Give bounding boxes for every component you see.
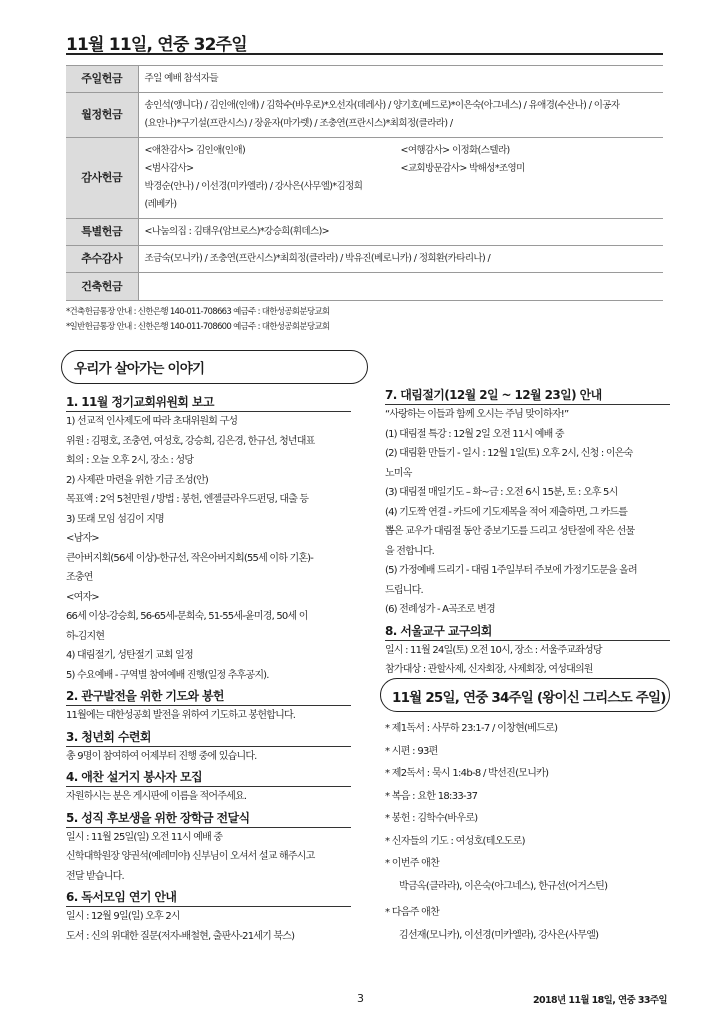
row-label: 추수감사 xyxy=(66,246,138,273)
row-label: 특별헌금 xyxy=(66,219,138,246)
row-label: 월정헌금 xyxy=(66,93,138,138)
section-title: 8. 서울교구 교구의회 xyxy=(385,622,670,641)
text-line: 1) 선교적 인사제도에 따라 초대위원회 구성 xyxy=(66,416,238,427)
text-line: 신학대학원장 양권석(예레미야) 신부님이 오셔서 설교 해주시고 xyxy=(66,851,315,862)
text-line: <여행감사> 이정화(스텔라) xyxy=(400,145,510,156)
text-line: 자원하시는 분은 게시판에 이름을 적어주세요. xyxy=(66,791,247,802)
text-line: 뽑은 교우가 대림절 동안 중보기도를 드리고 성탄절에 작은 선물 xyxy=(385,526,635,537)
text-line: (4) 기도짝 연결 - 카드에 기도제목을 적어 제출하면, 그 카드를 xyxy=(385,506,628,518)
text-line: 총 9명이 참여하여 어제부터 진행 중에 있습니다. xyxy=(66,750,257,762)
row-label: 감사헌금 xyxy=(66,138,138,219)
page-number: 3 xyxy=(357,992,364,1005)
table-row xyxy=(66,273,663,301)
text-line: 3) 또래 모임 섬김이 지명 xyxy=(66,513,164,525)
section-title: 1. 11월 정기교회위원회 보고 xyxy=(66,393,351,412)
heading-divider xyxy=(66,53,663,55)
row-value xyxy=(138,273,663,301)
list-item: * 시편 : 93편 xyxy=(385,745,438,757)
list-item: * 제1독서 : 사무하 23:1-7 / 이창현(베드로) xyxy=(385,723,558,734)
list-item: * 제2독서 : 묵시 1:4b-8 / 박선진(모니카) xyxy=(385,768,549,779)
row-value xyxy=(138,93,663,138)
bank-note: *일반헌금통장 안내 : 신한은행 140-011-708600 예금주 : 대한성공회분당교회 xyxy=(66,322,330,332)
text-line: (3) 대림절 매일기도 – 화~금 : 오전 6시 15분, 토 : 오후 5시 xyxy=(385,487,618,498)
text-line: 2) 사제관 마련을 위한 기금 조성(안) xyxy=(66,474,208,486)
text-line: 11월에는 대한성공회 발전을 위하여 기도하고 봉헌합니다. xyxy=(66,710,296,721)
list-item: 김선재(모니카), 이선경(미카엘라), 강사은(사무엘) xyxy=(399,929,599,941)
text-line: 회의 : 오늘 오후 2시, 장소 : 성당 xyxy=(66,455,194,466)
section-title: 3. 청년회 수련회 xyxy=(66,728,351,747)
text-line: 송인석(앵니다) / 김인애(인애) / 김학수(바우로)*오선자(데레사) / 양기호(베드로)*이은숙(아그네스) / 유애경(수산나) / 이공자 xyxy=(144,100,620,111)
text-line: 목표액 : 2억 5천만원 / 방법 : 봉헌, 엔젤클라우드펀딩, 대출 등 xyxy=(66,494,309,505)
list-item: * 이번주 애찬 xyxy=(385,858,440,869)
text-line: (5) 가정예배 드리기 - 대림 1주일부터 주보에 가정기도문을 올려 xyxy=(385,565,637,576)
text-line: <교회방문감사> 박해성*조영미 xyxy=(400,163,525,174)
text-line: (요안나)*구기설(프란시스) / 장윤자(마가렛) / 조충연(프란시스)*최희정(클라라) / xyxy=(144,118,453,129)
bank-note: *건축헌금통장 안내 : 신한은행 140-011-708663 예금주 : 대한성공회분당교회 xyxy=(66,307,330,317)
text-line: <남자> xyxy=(66,533,99,544)
text-line: 을 전합니다. xyxy=(385,545,435,557)
footer-date: 2018년 11월 18일, 연중 33주일 xyxy=(533,995,667,1006)
next-sunday-title: 11월 25일, 연중 34주일 (왕이신 그리스도 주일) xyxy=(392,690,666,706)
section-title: 4. 애찬 설거지 봉사자 모집 xyxy=(66,768,351,787)
section-title: 6. 독서모임 연기 안내 xyxy=(66,888,351,907)
row-label: 주일헌금 xyxy=(66,66,138,93)
page-title: 11월 11일, 연중 32주일 xyxy=(66,35,247,55)
text-line: 일시 : 11월 24일(토) 오전 10시, 장소 : 서울주교좌성당 xyxy=(385,644,602,656)
bank-account-notes xyxy=(66,305,329,335)
section-title: 5. 성직 후보생을 위한 장학금 전달식 xyxy=(66,809,351,828)
text-line: 박경순(안나) / 이선경(미카엘라) / 강사은(사무엘)*김정희 xyxy=(144,181,363,192)
list-item: * 복음 : 요한 18:33-37 xyxy=(385,790,478,802)
text-line: (6) 전례성가 - A곡조로 변경 xyxy=(385,604,495,615)
text-line: 큰아버지회(56세 이상)-한규선, 작은아버지회(55세 이하 기혼)- xyxy=(66,552,314,564)
list-item: 박금옥(클라라), 이은숙(아그네스), 한규선(어거스틴) xyxy=(399,880,608,892)
row-value: 조금숙(모니카) / 조충연(프란시스)*최희정(클라라) / 박유진(베로니카) / 정희환(카타리나) / xyxy=(138,246,663,273)
text-line: 일시 : 11월 25일(일) 오전 11시 예배 중 xyxy=(66,831,223,843)
text-line: (1) 대림절 특강 : 12월 2일 오전 11시 예배 중 xyxy=(385,428,564,440)
news-title: 우리가 살아가는 이야기 xyxy=(74,361,205,377)
text-line: 위원 : 김평호, 조충연, 여성호, 강승희, 김은경, 한규선, 청년대표 xyxy=(66,435,315,447)
text-line: 일시 : 12월 9일(일) 오후 2시 xyxy=(66,911,180,922)
offering-table xyxy=(66,65,663,301)
text-line: <애찬감사> 김인애(인애) xyxy=(144,145,246,156)
table-row xyxy=(66,66,663,93)
text-line: 참가대상 : 관할사제, 신자회장, 사제회장, 여성대의원 xyxy=(385,664,593,675)
table-row xyxy=(66,138,663,219)
text-line: (레베카) xyxy=(144,199,177,210)
text-line: (2) 대림환 만들기 - 일시 : 12월 1일(토) 오후 2시, 신청 : 이은숙 xyxy=(385,448,633,459)
row-label: 건축헌금 xyxy=(66,273,138,301)
list-item: * 봉헌 : 김학수(바우로) xyxy=(385,813,478,824)
row-value: <나눔의집 : 김태우(암브로스)*강승희(휘데스)> xyxy=(138,219,663,246)
list-item: * 신자들의 기도 : 여성호(테오도로) xyxy=(385,835,525,847)
section-title: 7. 대림절기(12월 2일 ~ 12월 23일) 안내 xyxy=(385,386,670,405)
text-line: 66세 이상-강승희, 56-65세-문희숙, 51-55세-윤미경, 50세 이 xyxy=(66,611,308,622)
row-value xyxy=(138,138,663,219)
text-line: <여자> xyxy=(66,591,99,603)
next-sunday-list xyxy=(385,718,670,947)
table-row xyxy=(66,93,663,138)
list-item: * 다음주 애찬 xyxy=(385,907,440,918)
text-line: 전달 받습니다. xyxy=(66,870,124,882)
text-line: 도서 : 신의 위대한 질문(저자-배철현, 출판사-21세기 북스) xyxy=(66,930,295,942)
news-left-column xyxy=(66,391,351,946)
section-title: 2. 관구발전을 위한 기도와 봉헌 xyxy=(66,687,351,706)
text-line: 5) 수요예배 - 구역별 참여예배 진행(일정 추후공지). xyxy=(66,669,269,681)
news-right-column xyxy=(385,384,670,680)
table-row xyxy=(66,246,663,273)
text-line: 노미옥 xyxy=(385,467,412,479)
text-line: “사랑하는 이들과 함께 오시는 주님 맞이하자!” xyxy=(385,409,569,420)
text-line: 드립니다. xyxy=(385,584,423,596)
table-row xyxy=(66,219,663,246)
text-line: 하-김지현 xyxy=(66,630,105,642)
text-line: <범사감사> xyxy=(144,163,194,174)
text-line: 조충연 xyxy=(66,572,93,583)
text-line: 4) 대림절기, 성탄절기 교회 일정 xyxy=(66,650,193,661)
row-value: 주일 예배 참석자들 xyxy=(138,66,663,93)
